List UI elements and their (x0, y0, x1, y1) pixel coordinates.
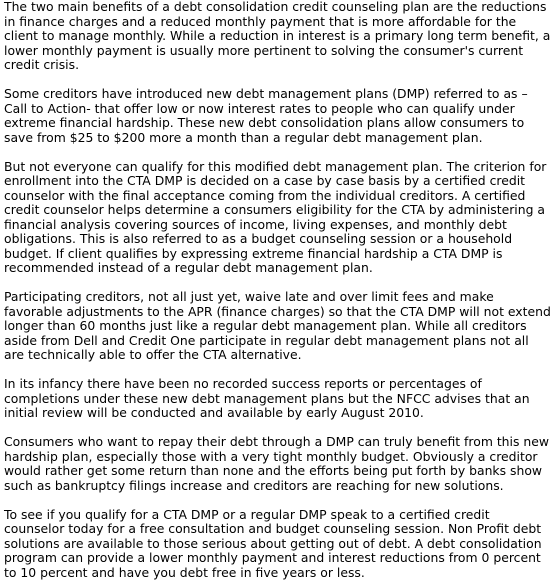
paragraph-participating-creditors: Participating creditors, not all just yet, waive late and over limit fees and make favorable adjustments to the APR (finance charges) so that the CTA DMP will not extend longer than 60 months just like a regular debt management plan. While all creditors aside from Dell and Credit One participate in regular debt management plans not all are technically able to offer the CTA alternative. (4, 290, 552, 363)
paragraph-benefits: The two main benefits of a debt consolidation credit counseling plan are the reductions in finance charges and a reduced monthly payment that is more affordable for the client to manage monthly. While a reduction in interest is a primary long term benefit, a lower monthly payment is usually more pertinent to solving the consumer's current credit crisis. (4, 0, 552, 73)
paragraph-qualification: But not everyone can qualify for this modified debt management plan. The criterion for enrollment into the CTA DMP is decided on a case by case basis by a certified credit counselor with the final acceptance coming from the individual creditors. A certified credit counselor helps determine a consumers eligibility for the CTA by administering a financial analysis covering sources of income, living expenses, and monthly debt obligations. This is also referred to as a budget counseling session or a household budget. If client qualifies by expressing extreme financial hardship a CTA DMP is recommended instead of a regular debt management plan. (4, 160, 552, 276)
paragraph-consumers: Consumers who want to repay their debt through a DMP can truly benefit from this new hardship plan, especially those with a very tight monthly budget. Obviously a creditor would rather get some return than none and the efforts being put forth by banks show such as bankruptcy filings increase and creditors are reaching for new solutions. (4, 435, 552, 493)
paragraph-call-to-action: Some creditors have introduced new debt management plans (DMP) referred to as – Call to Action- that offer low or now interest rates to people who can qualify under extreme financial hardship. These new debt consolidation plans allow consumers to save from $25 to $200 more a month than a regular debt management plan. (4, 87, 552, 145)
paragraph-qualify-cta: To see if you qualify for a CTA DMP or a regular DMP speak to a certified credit counselor today for a free consultation and budget counseling session. Non Profit debt solutions are available to those serious about getting out of debt. A debt consolidation program can provide a lower monthly payment and interest reductions from 0 percent to 10 percent and have you debt free in five years or less. (4, 508, 552, 580)
paragraph-infancy: In its infancy there have been no recorded success reports or percentages of completions under these new debt management plans but the NFCC advises that an initial review will be conducted and available by early August 2010. (4, 377, 552, 421)
